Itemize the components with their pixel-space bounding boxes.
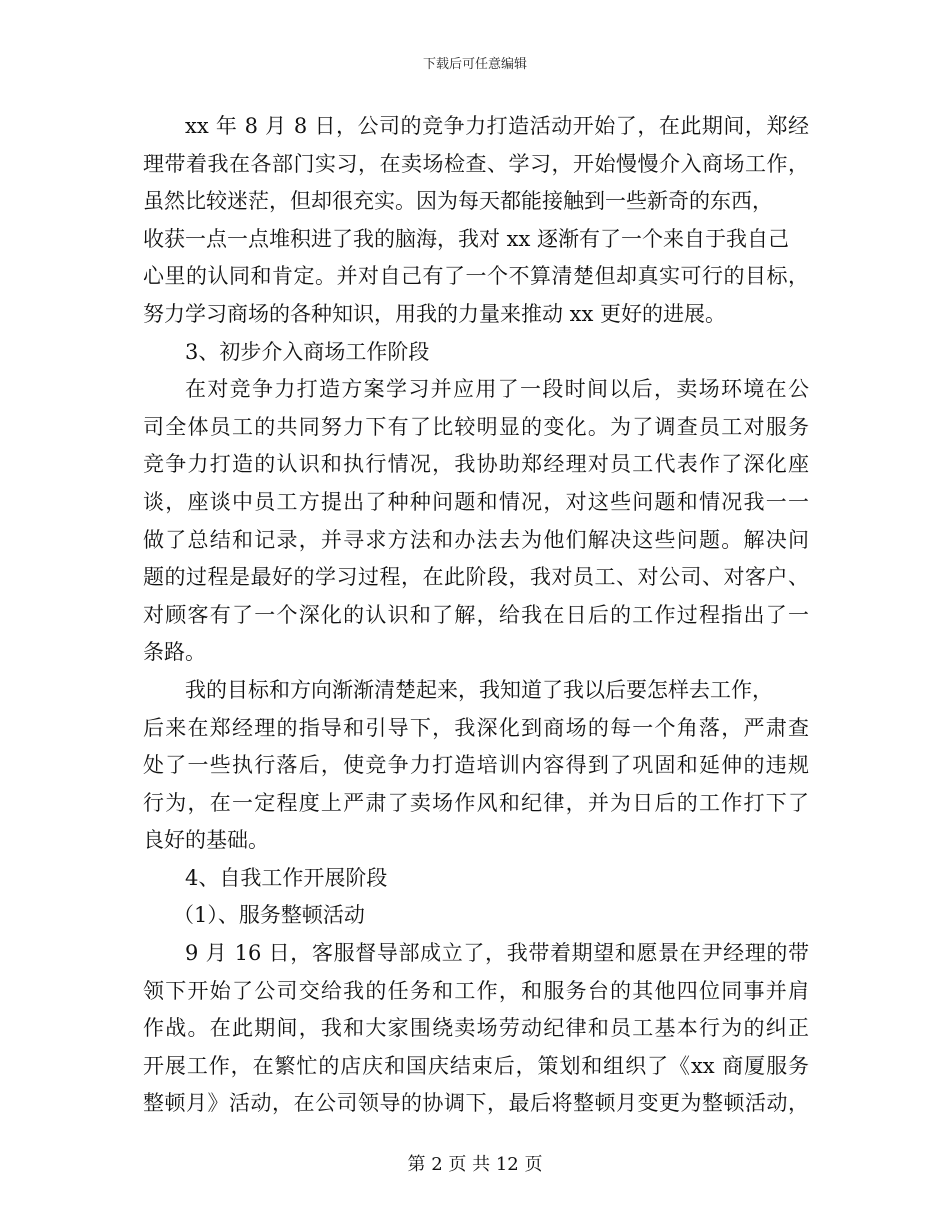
- text-line: 对顾客有了一个深化的认识和了解，给我在日后的工作过程指出了一: [143, 602, 809, 627]
- text-line: 做了总结和记录，并寻求方法和办法去为他们解决这些问题。解决问: [143, 527, 809, 552]
- section-heading: 4、自我工作开展阶段: [185, 865, 388, 890]
- page-header: 下载后可任意编辑: [422, 57, 527, 72]
- subsection-heading: （1）、服务整顿活动: [173, 903, 365, 928]
- text-line: 竞争力打造的认识和执行情况，我协助郑经理对员工代表作了深化座: [143, 452, 809, 477]
- text-line: 理带着我在各部门实习，在卖场检查、学习，开始慢慢介入商场工作，: [143, 151, 809, 176]
- page-number: 第 2 页 共 12 页: [407, 1154, 543, 1175]
- text-line: 良好的基础。: [143, 828, 269, 853]
- text-line: 虽然比较迷茫，但却很充实。因为每天都能接触到一些新奇的东西，: [143, 189, 773, 214]
- section-heading: 3、初步介入商场工作阶段: [185, 339, 430, 364]
- text-line: 行为，在一定程度上严肃了卖场作风和纪律，并为日后的工作打下了: [143, 790, 809, 815]
- body-text: [143, 108, 809, 1123]
- text-line: 领下开始了公司交给我的任务和工作，和服务台的其他四位同事并肩: [143, 978, 809, 1003]
- text-line: 努力学习商场的各种知识，用我的力量来推动 xx 更好的进展。: [143, 301, 727, 326]
- text-line: xx 年 8 月 8 日，公司的竞争力打造活动开始了，在此期间，郑经: [185, 114, 809, 138]
- text-line: 心里的认同和肯定。并对自己有了一个不算清楚但却真实可行的目标，: [143, 264, 809, 289]
- text-line: 后来在郑经理的指导和引导下，我深化到商场的每一个角落，严肃查: [143, 715, 809, 740]
- text-line: 我的目标和方向渐渐清楚起来，我知道了我以后要怎样去工作，: [185, 677, 773, 702]
- text-line: 谈，座谈中员工方提出了种种问题和情况，对这些问题和情况我一一: [143, 489, 809, 514]
- text-line: 条路。: [143, 640, 206, 665]
- text-line: 作战。在此期间，我和大家围绕卖场劳动纪律和员工基本行为的纠正: [143, 1016, 809, 1041]
- text-line: 收获一点一点堆积进了我的脑海，我对 xx 逐渐有了一个来自于我自己: [143, 226, 790, 251]
- text-line: 开展工作，在繁忙的店庆和国庆结束后，策划和组织了《xx 商厦服务: [143, 1053, 809, 1078]
- text-line: 题的过程是最好的学习过程，在此阶段，我对员工、对公司、对客户、: [143, 565, 809, 590]
- text-line: 处了一些执行落后，使竞争力打造培训内容得到了巩固和延伸的违规: [143, 753, 809, 778]
- text-line: 整顿月》活动，在公司领导的协调下，最后将整顿月变更为整顿活动，: [143, 1091, 809, 1116]
- text-line: 司全体员工的共同努力下有了比较明显的变化。为了调查员工对服务: [143, 414, 809, 439]
- text-line: 在对竞争力打造方案学习并应用了一段时间以后，卖场环境在公: [185, 377, 809, 402]
- text-line: 9 月 16 日，客服督导部成立了，我带着期望和愿景在尹经理的带: [185, 941, 809, 966]
